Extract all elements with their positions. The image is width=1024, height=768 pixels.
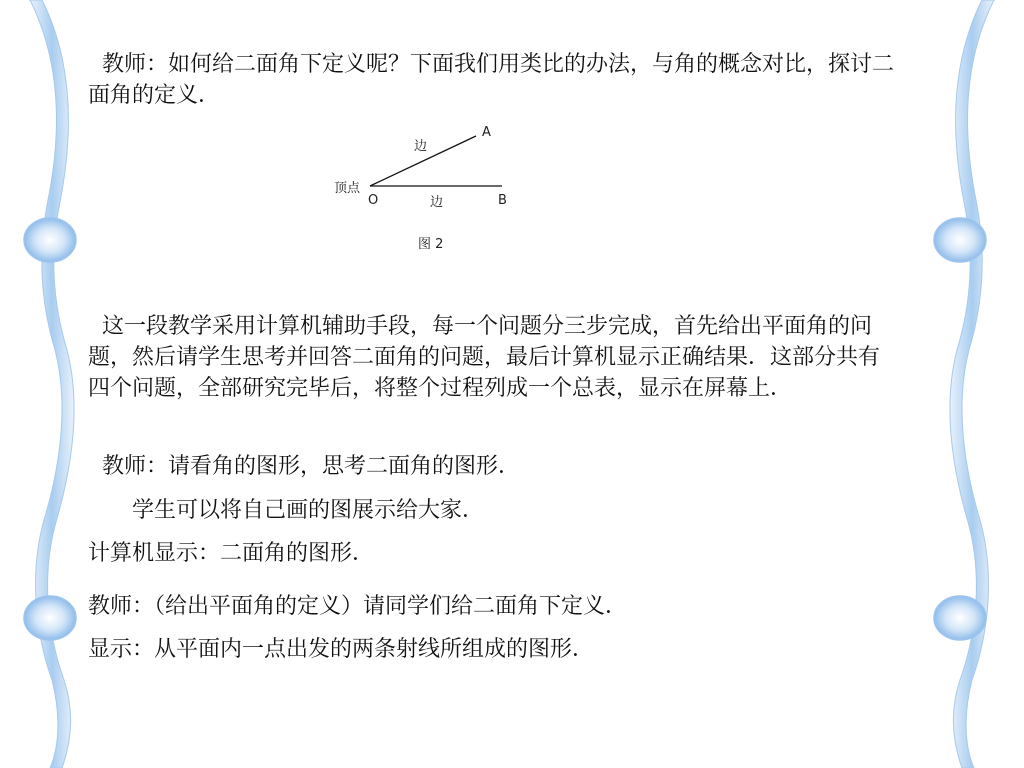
- label-side-lower: 边: [430, 195, 444, 210]
- paragraph-teacher-look: 教师：请看角的图形，思考二面角的图形．: [102, 454, 521, 479]
- left-oval-bottom: [24, 596, 76, 640]
- label-vertex: 顶点: [334, 181, 361, 196]
- paragraph-display-definition: 显示：从平面内一点出发的两条射线所组成的图形．: [88, 637, 595, 662]
- angle-figure: [330, 120, 530, 260]
- label-point-o: O: [368, 193, 379, 208]
- paragraph-teacher-question: 教师：如何给二面角下定义呢？下面我们用类比的办法，与角的概念对比，探讨二面角的定义．: [88, 52, 895, 108]
- paragraph-teaching-method: 这一段教学采用计算机辅助手段，每一个问题分三步完成，首先给出平面角的问题，然后请学生思考并回答二面角的问题，最后计算机显示正确结果．这部分共有四个问题，全部研究完毕后，将整个过程列成一个总表，显示在屏幕上．: [88, 314, 881, 401]
- left-oval-top: [24, 218, 76, 262]
- paragraph-computer-display: 计算机显示：二面角的图形．: [88, 541, 375, 566]
- right-oval-top: [934, 218, 986, 262]
- left-ribbon: [30, 0, 74, 768]
- label-point-b: B: [498, 193, 507, 208]
- paragraph-students-show: 学生可以将自己画的图展示给大家．: [132, 498, 485, 523]
- right-oval-bottom: [934, 596, 986, 640]
- label-point-a: A: [482, 125, 491, 140]
- label-side-upper: 边: [414, 139, 428, 154]
- figure-caption: 图 2: [418, 237, 444, 252]
- paragraph-teacher-definition: 教师：（给出平面角的定义）请同学们给二面角下定义．: [88, 594, 628, 619]
- right-ribbon: [950, 0, 994, 768]
